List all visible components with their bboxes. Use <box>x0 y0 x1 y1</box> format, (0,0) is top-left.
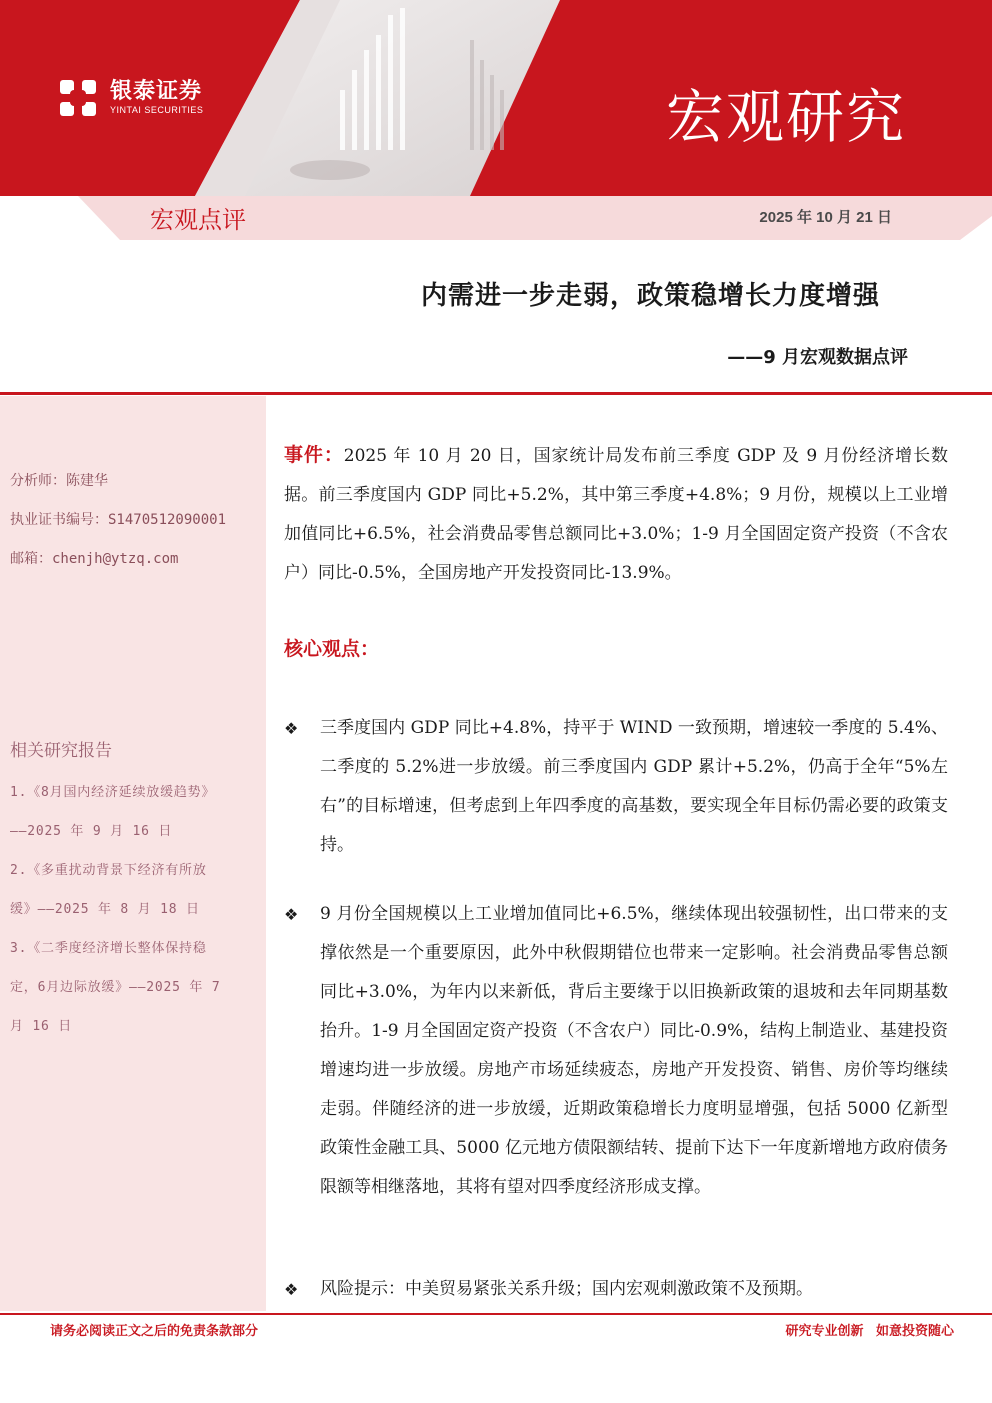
core-views-heading: 核心观点： <box>284 638 380 660</box>
analyst-certificate: 执业证书编号：S1470512090001 <box>10 512 227 528</box>
risk-warning-text: 风险提示：中美贸易紧张关系升级；国内宏观刺激政策不及预期。 <box>320 1279 813 1299</box>
company-slogan: 研究专业创新 如意投资随心 <box>785 1324 954 1339</box>
event-text: 2025 年 10 月 20 日，国家统计局发布前三季度 GDP 及 9 月份经济增长数据。前三季度国内 GDP 同比+5.2%，其中第三季度+4.8%；9 月份，规模以上工业增加值同比+6.5%，社会消费品零售总额同比+3.0%；1-9 月全国固定资产投资（不含农户）同比-0.5%，全国房地产开发投资同比-13.9%。 <box>284 446 948 583</box>
related-reports-heading: 相关研究报告 <box>10 741 112 761</box>
related-report-line[interactable]: ——2025 年 9 月 16 日 <box>10 824 173 839</box>
related-report-line[interactable]: 2.《多重扰动背景下经济有所放 <box>10 863 207 878</box>
diamond-bullet-icon: ❖ <box>284 905 299 924</box>
diamond-bullet-icon: ❖ <box>284 719 299 738</box>
report-title: 内需进一步走弱，政策稳增长力度增强 <box>420 281 880 311</box>
related-report-line[interactable]: 月 16 日 <box>10 1019 73 1034</box>
logo-mark-icon <box>56 76 100 120</box>
related-reports-list <box>10 773 260 1046</box>
related-report-line[interactable]: 3.《二季度经济增长整体保持稳 <box>10 941 207 956</box>
footer-divider <box>0 1313 992 1315</box>
title-divider <box>0 392 992 395</box>
analyst-name: 分析师：陈建华 <box>10 473 108 489</box>
report-subcategory: 宏观点评 <box>150 206 246 234</box>
core-view-text: 9 月份全国规模以上工业增加值同比+6.5%，继续体现出较强韧性，出口带来的支撑依然是一个重要原因，此外中秋假期错位也带来一定影响。社会消费品零售总额同比+3.0%，为年内以来新低，背后主要缘于以旧换新政策的退坡和去年同期基数抬升。1-9 月全国固定资产投资（不含农户）同比-0.9%，结构上制造业、基建投资增速均进一步放缓。房地产市场延续疲态，房地产开发投资、销售、房价等均继续走弱。伴随经济的进一步放缓，近期政策稳增长力度明显增强，包括 5000 亿新型政策性金融工具、5000 亿元地方债限额结转、提前下达下一年度新增地方政府债务限额等相继落地，其将有望对四季度经济形成支撑。 <box>320 904 948 1197</box>
core-view-bullet <box>284 895 948 1207</box>
core-view-text: 三季度国内 GDP 同比+4.8%，持平于 WIND 一致预期，增速较一季度的 5.4%、二季度的 5.2%进一步放缓。前三季度国内 GDP 累计+5.2%，仍高于全年“5%左右”的目标增速，但考虑到上年四季度的高基数，要实现全年目标仍需必要的政策支持。 <box>320 718 948 855</box>
event-paragraph <box>284 436 948 593</box>
logo-name-cn: 银泰证券 <box>110 79 203 104</box>
related-report-line[interactable]: 缓》——2025 年 8 月 18 日 <box>10 902 200 917</box>
related-report-line[interactable]: 定，6月边际放缓》——2025 年 7 <box>10 980 221 995</box>
logo-name-en: YINTAI SECURITIES <box>110 105 204 115</box>
analyst-info <box>10 462 226 579</box>
report-date: 2025 年 10 月 21 日 <box>759 209 892 226</box>
report-subtitle: ——9 月宏观数据点评 <box>727 347 908 368</box>
related-report-line[interactable]: 1.《8月国内经济延续放缓趋势》 <box>10 785 216 800</box>
core-view-bullet <box>284 709 948 865</box>
disclaimer-notice: 请务必阅读正文之后的免责条款部分 <box>50 1324 259 1339</box>
diamond-bullet-icon: ❖ <box>284 1280 299 1299</box>
event-label: 事件： <box>284 444 344 466</box>
risk-bullet <box>284 1270 948 1309</box>
report-type-heading: 宏观研究 <box>665 83 906 151</box>
analyst-email[interactable]: 邮箱：chenjh@ytzq.com <box>10 551 179 567</box>
company-logo <box>56 76 236 120</box>
header-banner <box>0 0 992 196</box>
